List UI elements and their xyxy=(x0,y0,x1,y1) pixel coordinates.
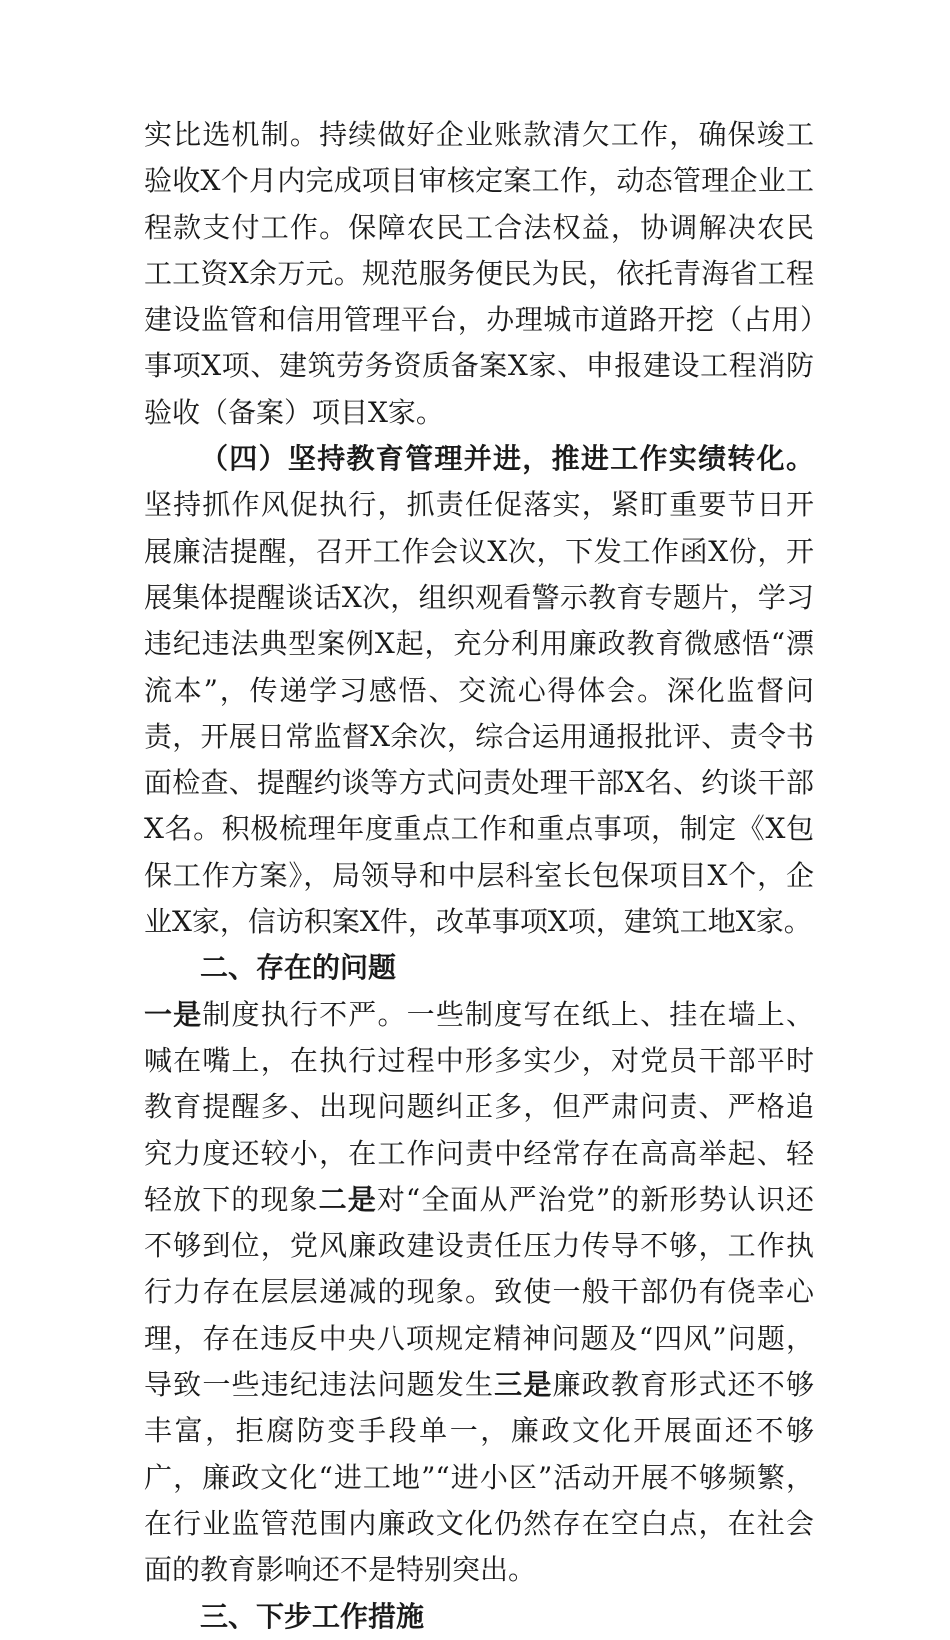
problem-lead: 三是 xyxy=(494,1368,553,1402)
document-body xyxy=(144,112,814,1640)
section-heading-problems: 二、存在的问题 xyxy=(200,951,397,985)
paragraph-text: 廉政教育形式还不够丰富，拒腐防变手段单一，廉政文化开展面还不够广，廉政文化“进工地”“进小区”活动开展不够频繁，在行业监管范围内廉政文化仍然存在空白点，在社会面的教育影响还不是特别突出。 xyxy=(144,1368,814,1587)
paragraph-text: 制度执行不严。一些制度写在纸上、挂在墙上、喊在嘴上，在执行过程中形多实少，对党员干部平时教育提醒多、出现问题纠正多，但严肃问责、严格追究力度还较小，在工作问责中经常存在高高举起、轻轻放下的现象 xyxy=(144,997,814,1216)
paragraph-text: 对“全面从严治党”的新形势认识还不够到位，党风廉政建设责任压力传导不够，工作执行力存在层层递减的现象。致使一般干部仍有侥幸心理，存在违反中央八项规定精神问题及“四风”问题，导致一些违纪违法问题发生 xyxy=(144,1182,814,1402)
paragraph-text: 坚持抓作风促执行，抓责任促落实，紧盯重要节日开展廉洁提醒，召开工作会议X次，下发工作函X份，开展集体提醒谈话X次，组织观看警示教育专题片，学习违纪违法典型案例X起，充分利用廉政教育微感悟“漂流本”，传递学习感悟、交流心得体会。深化监督问责，开展日常监督X余次，综合运用通报批评、责令书面检查、提醒约谈等方式问责处理干部X名、约谈干部X名。积极梳理年度重点工作和重点事项，制定《X包保工作方案》，局领导和中层科室长包保项目X个，企业X家，信访积案X件，改革事项X项，建筑工地X家。 xyxy=(144,488,814,939)
paragraph-education-management xyxy=(144,436,814,945)
subsection-heading: （四）坚持教育管理并进，推进工作实绩转化。 xyxy=(200,442,814,476)
problem-item-1 xyxy=(144,992,814,1594)
section-heading-next-steps: 三、下步工作措施 xyxy=(200,1599,425,1633)
paragraph-text: 实比选机制。持续做好企业账款清欠工作，确保竣工验收X个月内完成项目审核定案工作，动态管理企业工程款支付工作。保障农民工合法权益，协调解决农民工工资X余万元。规范服务便民为民，依托青海省工程建设监管和信用管理平台，办理城市道路开挖（占用）事项X项、建筑劳务资质备案X家、申报建设工程消防验收（备案）项目X家。 xyxy=(144,118,814,429)
paragraph-continued xyxy=(144,112,814,436)
problem-lead: 二是 xyxy=(318,1182,377,1216)
problem-lead: 一是 xyxy=(144,997,203,1031)
